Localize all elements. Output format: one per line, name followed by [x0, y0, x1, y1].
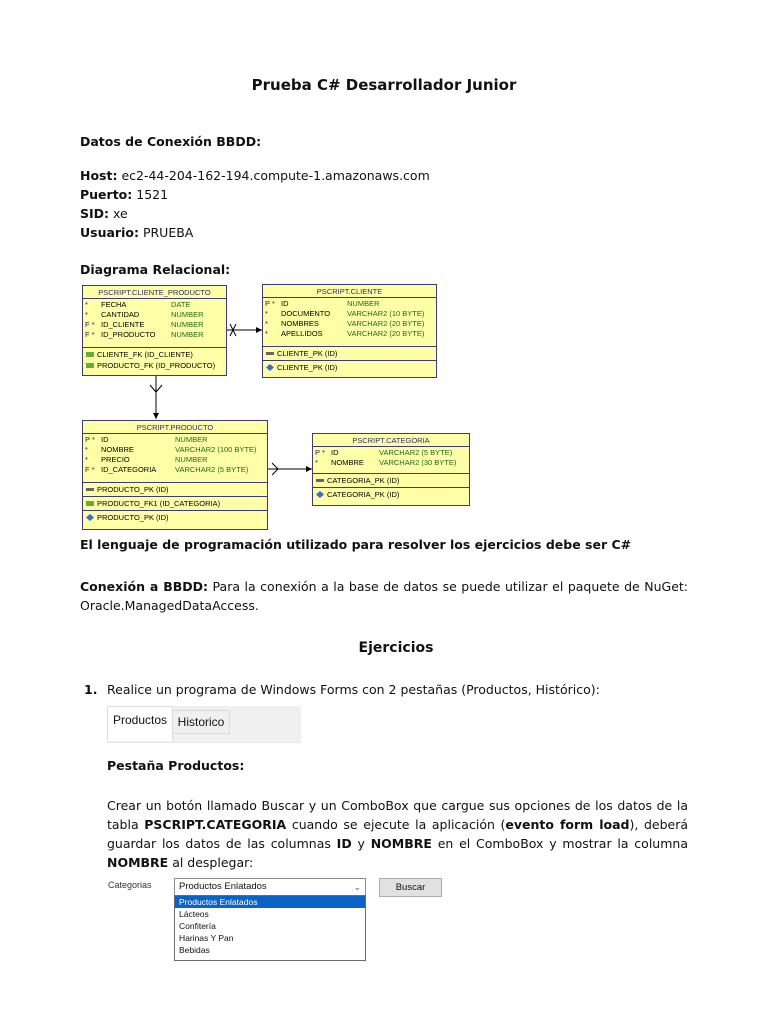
table-title: PSCRIPT.CLIENTE [263, 285, 436, 298]
key-flag: F * [85, 330, 95, 339]
index-icon [86, 514, 94, 521]
primary-key-icon [86, 486, 94, 493]
table-title: PSCRIPT.CLIENTE_PRODUCTO [83, 286, 226, 299]
key-flag: * [265, 319, 268, 328]
instruction-bold: NOMBRE [370, 836, 432, 851]
instruction-bold: ID [336, 836, 352, 851]
column-type: VARCHAR2 (20 BYTE) [347, 329, 425, 338]
column-name: PRECIO [101, 455, 130, 464]
dropdown-option[interactable]: Lácteos [179, 909, 209, 919]
products-tab-heading: Pestaña Productos: [107, 758, 245, 773]
table-title: PSCRIPT.PRODUCTO [83, 421, 267, 434]
key-flag: * [85, 445, 88, 454]
column-name: ID_CATEGORIA [101, 465, 157, 474]
instruction-bold: NOMBRE [107, 855, 169, 870]
conn-bbdd-label: Conexión a BBDD: [80, 579, 209, 594]
column-type: VARCHAR2 (20 BYTE) [347, 319, 425, 328]
key-flag: P * [85, 435, 95, 444]
primary-key-icon [316, 477, 324, 484]
column-name: ID [281, 299, 289, 308]
instruction-paragraph [107, 796, 688, 872]
tab-productos[interactable]: Productos [107, 706, 173, 741]
foreign-key-icon [86, 500, 94, 507]
key-flag: * [85, 310, 88, 319]
user-value: PRUEBA [142, 225, 194, 240]
categorias-dropdown-list [174, 895, 366, 961]
port-value: 1521 [136, 187, 169, 202]
column-type: NUMBER [171, 320, 204, 329]
dropdown-option[interactable]: Bebidas [179, 945, 210, 955]
key-flag: P * [265, 299, 275, 308]
column-type: DATE [171, 300, 191, 309]
index-icon [316, 491, 324, 498]
sid-label: SID: [80, 206, 110, 221]
table-cliente-producto [82, 285, 227, 376]
column-name: DOCUMENTO [281, 309, 331, 318]
foreign-key-icon [86, 362, 94, 369]
combobox-selected-value: Productos Enlatados [179, 881, 267, 892]
tab-strip [107, 706, 301, 743]
primary-key-icon [266, 350, 274, 357]
column-name: ID_CLIENTE [101, 320, 145, 329]
column-type: VARCHAR2 (10 BYTE) [347, 309, 425, 318]
column-name: ID [331, 448, 339, 457]
host-label: Host: [80, 168, 118, 183]
table-categoria [312, 433, 470, 506]
connection-heading: Datos de Conexión BBDD: [80, 134, 262, 149]
fk-constraint: PRODUCTO_FK (ID_PRODUCTO) [97, 361, 216, 370]
dropdown-option[interactable]: Harinas Y Pan [179, 933, 234, 943]
categorias-label: Categorias [108, 880, 152, 890]
categorias-combobox[interactable] [174, 878, 366, 896]
index-entry: CATEGORIA_PK (ID) [327, 490, 400, 499]
instruction-text: y [351, 836, 371, 851]
pk-constraint: PRODUCTO_PK (ID) [97, 485, 169, 494]
foreign-key-icon [86, 351, 94, 358]
language-note: El lenguaje de programación utilizado para resolver los ejercicios debe ser C# [80, 537, 632, 552]
page-title: Prueba C# Desarrollador Junior [251, 76, 517, 94]
exercise-1-text: Realice un programa de Windows Forms con 2 pestañas (Productos, Histórico): [107, 682, 600, 697]
sid-value: xe [113, 206, 128, 221]
diagram-heading: Diagrama Relacional: [80, 262, 231, 277]
column-type: NUMBER [171, 330, 204, 339]
column-type: NUMBER [175, 435, 208, 444]
fk-constraint: CLIENTE_FK (ID_CLIENTE) [97, 350, 193, 359]
column-type: NUMBER [175, 455, 208, 464]
exercises-heading: Ejercicios [358, 640, 434, 656]
instruction-bold: PSCRIPT.CATEGORIA [144, 817, 287, 832]
key-flag: * [315, 458, 318, 467]
pk-constraint: CLIENTE_PK (ID) [277, 349, 338, 358]
dropdown-option[interactable]: Productos Enlatados [175, 896, 365, 908]
key-flag: P * [315, 448, 325, 457]
chevron-down-icon[interactable]: ⌄ [353, 882, 361, 892]
index-icon [266, 364, 274, 371]
instruction-text: cuando se ejecute la aplicación ( [286, 817, 506, 832]
instruction-bold: evento form load [505, 817, 630, 832]
dropdown-option[interactable]: Confitería [179, 921, 216, 931]
port-label: Puerto: [80, 187, 133, 202]
conn-bbdd-paragraph [80, 577, 688, 615]
column-type: VARCHAR2 (100 BYTE) [175, 445, 257, 454]
host-value: ec2-44-204-162-194.compute-1.amazonaws.com [121, 168, 430, 183]
column-name: ID [101, 435, 109, 444]
key-flag: * [265, 309, 268, 318]
column-name: CANTIDAD [101, 310, 140, 319]
key-flag: F * [85, 320, 95, 329]
column-type: NUMBER [347, 299, 380, 308]
fk-constraint: PRODUCTO_FK1 (ID_CATEGORIA) [97, 499, 221, 508]
key-flag: F * [85, 465, 95, 474]
key-flag: * [85, 300, 88, 309]
instruction-text: al desplegar: [168, 855, 254, 870]
column-name: ID_PRODUCTO [101, 330, 156, 339]
column-name: FECHA [101, 300, 127, 309]
column-type: NUMBER [171, 310, 204, 319]
instruction-text: Crear un botón llamado Buscar y un ComboBox que cargue sus opciones de los datos de la tabla [107, 798, 688, 832]
key-flag: * [85, 455, 88, 464]
column-type: VARCHAR2 (30 BYTE) [379, 458, 457, 467]
index-entry: PRODUCTO_PK (ID) [97, 513, 169, 522]
user-label: Usuario: [80, 225, 139, 240]
conn-bbdd-text: Para la conexión a la base de datos se puede utilizar el paquete de NuGet: Oracle.ManagedDataAccess. [80, 579, 688, 613]
table-title: PSCRIPT.CATEGORIA [313, 434, 469, 447]
table-cliente [262, 284, 437, 378]
column-name: NOMBRE [331, 458, 364, 467]
instruction-text: ), deberá guardar los datos de las columnas [107, 817, 688, 851]
table-producto [82, 420, 268, 530]
column-name: APELLIDOS [281, 329, 323, 338]
buscar-button[interactable]: Buscar [379, 878, 442, 897]
exercise-number: 1. [84, 682, 98, 697]
column-name: NOMBRES [281, 319, 319, 328]
tab-historico[interactable]: Historico [172, 710, 230, 734]
instruction-text: en el ComboBox y mostrar la columna [431, 836, 688, 851]
column-type: VARCHAR2 (5 BYTE) [175, 465, 249, 474]
pk-constraint: CATEGORIA_PK (ID) [327, 476, 400, 485]
key-flag: * [265, 329, 268, 338]
index-entry: CLIENTE_PK (ID) [277, 363, 338, 372]
column-name: NOMBRE [101, 445, 134, 454]
column-type: VARCHAR2 (5 BYTE) [379, 448, 453, 457]
